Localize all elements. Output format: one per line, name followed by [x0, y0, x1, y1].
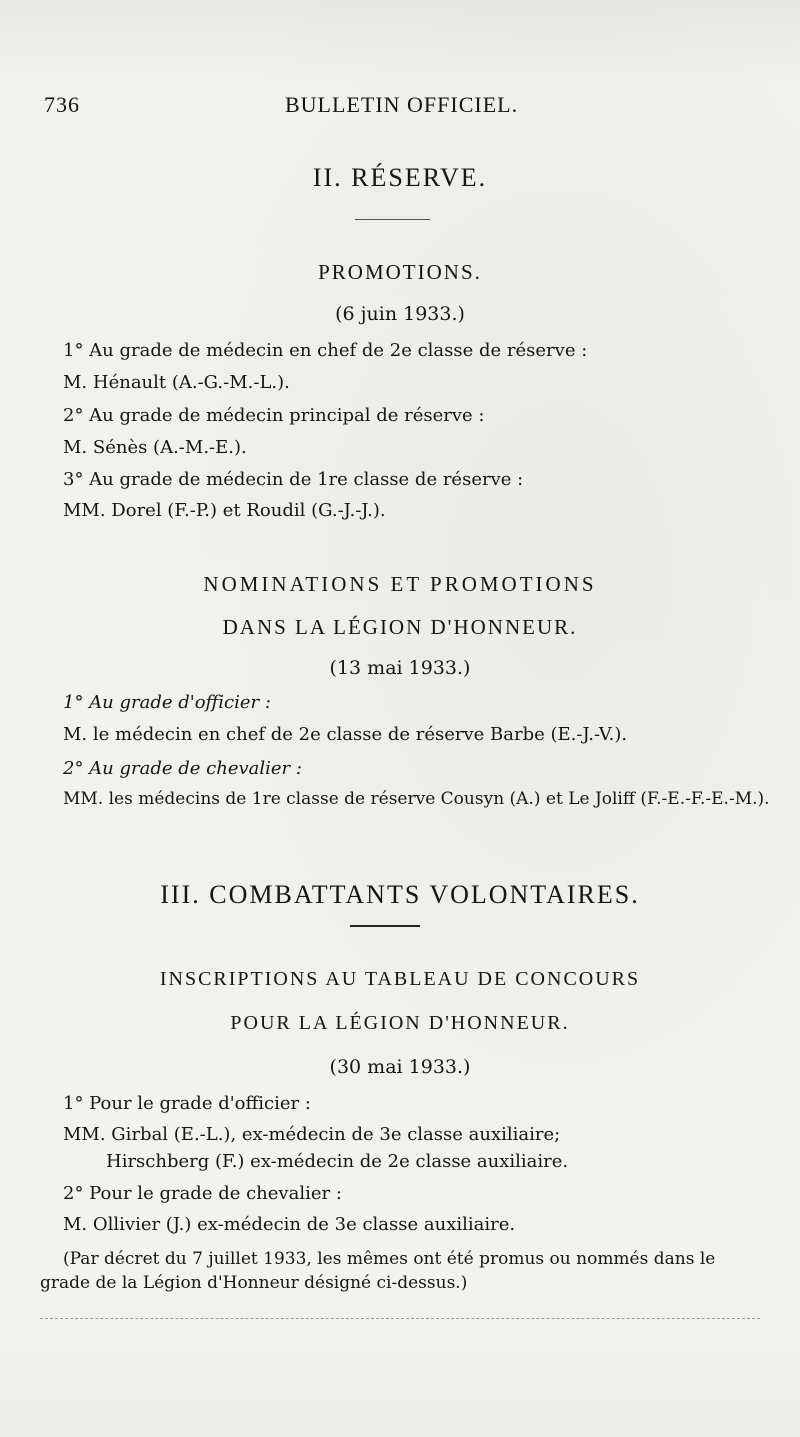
promotion-name-2: M. Sénès (A.-M.-E.). [63, 437, 247, 458]
decree-note-line-1: (Par décret du 7 juillet 1933, les mêmes ont été promus ou nommés dans le [63, 1249, 716, 1269]
legion-grade-2: 2° Au grade de chevalier : [63, 758, 302, 779]
section-divider [355, 219, 430, 220]
page-bottom-rule [40, 1318, 760, 1319]
section-title-reserve: II. RÉSERVE. [312, 163, 488, 192]
section-divider [350, 925, 420, 927]
heading-inscriptions-line2: POUR LA LÉGION D'HONNEUR. [230, 1012, 570, 1034]
promotion-grade-3: 3° Au grade de médecin de 1re classe de réserve : [63, 469, 524, 490]
chevalier-grade: 2° Pour le grade de chevalier : [63, 1183, 342, 1204]
date-inscriptions: (30 mai 1933.) [329, 1056, 471, 1078]
officier-grade: 1° Pour le grade d'officier : [63, 1093, 311, 1114]
heading-promotions: PROMOTIONS. [318, 260, 482, 284]
promotion-name-3: MM. Dorel (F.-P.) et Roudil (G.-J.-J.). [63, 500, 386, 521]
heading-legion-line2: DANS LA LÉGION D'HONNEUR. [222, 615, 578, 639]
decree-note-line-2: grade de la Légion d'Honneur désigné ci-dessus.) [40, 1273, 468, 1293]
promotion-grade-2: 2° Au grade de médecin principal de réserve : [63, 405, 485, 426]
date-legion: (13 mai 1933.) [329, 657, 471, 679]
page-number: 736 [44, 92, 80, 117]
legion-grade-1: 1° Au grade d'officier : [63, 692, 271, 713]
promotion-name-1: M. Hénault (A.-G.-M.-L.). [63, 372, 290, 393]
section-title-combattants: III. COMBATTANTS VOLONTAIRES. [160, 880, 640, 909]
heading-legion-line1: NOMINATIONS ET PROMOTIONS [203, 572, 597, 596]
heading-inscriptions-line1: INSCRIPTIONS AU TABLEAU DE CONCOURS [159, 968, 641, 990]
date-promotions: (6 juin 1933.) [335, 303, 465, 325]
chevalier-line-1: M. Ollivier (J.) ex-médecin de 3e classe auxiliaire. [63, 1214, 516, 1235]
officier-line-1: MM. Girbal (E.-L.), ex-médecin de 3e classe auxiliaire; [63, 1124, 561, 1145]
legion-name-1: M. le médecin en chef de 2e classe de réserve Barbe (E.-J.-V.). [63, 724, 628, 745]
officier-line-2: Hirschberg (F.) ex-médecin de 2e classe auxiliaire. [106, 1151, 569, 1172]
promotion-grade-1: 1° Au grade de médecin en chef de 2e classe de réserve : [63, 340, 588, 361]
legion-name-2: MM. les médecins de 1re classe de réserve Cousyn (A.) et Le Joliff (F.-E.-F.-E.-M.). [63, 789, 770, 809]
running-head: BULLETIN OFFICIEL. [285, 92, 519, 117]
